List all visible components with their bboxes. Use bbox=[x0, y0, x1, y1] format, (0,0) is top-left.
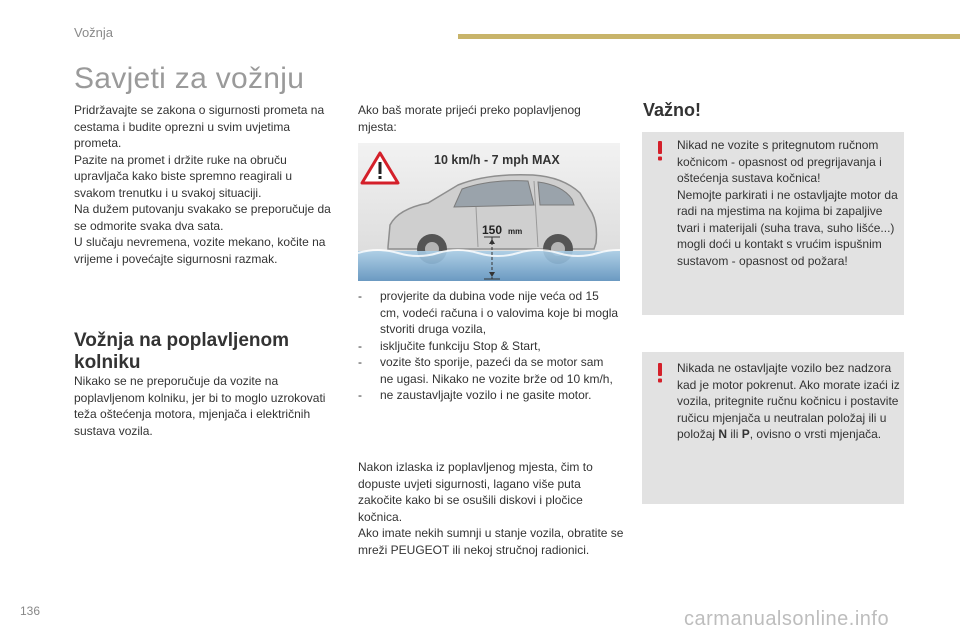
paragraph: Nemojte parkirati i ne ostavljajte motor da radi na mjestima na kojima bi zapaljive tvari i materijali (suha trava, suho lišće...) mogli doći u kontakt s vrućim ispušnim sustavom - opasnost od požara! bbox=[677, 187, 898, 268]
after-flood-text bbox=[358, 459, 628, 558]
gear-p-label: P bbox=[741, 427, 750, 441]
exclamation-icon bbox=[648, 140, 672, 162]
warning-box bbox=[642, 352, 904, 504]
important-title: Važno! bbox=[643, 100, 702, 120]
paragraph: Pridržavajte se zakona o sigurnosti prometa na cestama i budite oprezni u svim uvjetima prometa. bbox=[74, 103, 325, 150]
speed-limit-label: 10 km/h - 7 mph MAX bbox=[434, 153, 560, 167]
depth-unit: mm bbox=[508, 227, 523, 236]
list-item: - provjerite da dubina vode nije veća od 15 cm, vodeći računa i o valovima koje bi mogla stvoriti druga vozila, bbox=[358, 289, 619, 336]
section-label: Vožnja bbox=[74, 25, 114, 40]
warning-text: Nikada ne ostavljajte vozilo bez nadzora kad je motor pokrenut. Ako morate izaći iz vozila, pritegnite ručnu kočnicu i postavite ručicu mjenjača u neutralan položaj ili u položaj N ili P, ovisno o vrsti mjenjača. bbox=[677, 361, 900, 441]
flood-intro: Ako baš morate prijeći preko poplavljenog mjesta: bbox=[358, 103, 581, 134]
watermark: carmanualsonline.info bbox=[684, 608, 890, 630]
paragraph: U slučaju nevremena, vozite mekano, kočite na vrijeme i povećajte sigurnosni razmak. bbox=[74, 235, 326, 266]
gear-n-label: N bbox=[718, 427, 728, 441]
header-accent-bar bbox=[458, 34, 960, 39]
intro-text bbox=[74, 102, 336, 267]
paragraph: Pazite na promet i držite ruke na obruču upravljača kako biste spremno reagirali u svakom trenutku i u svakoj situaciji. bbox=[74, 152, 293, 200]
page-title: Savjeti za vožnju bbox=[74, 62, 305, 95]
exclamation-icon bbox=[648, 362, 672, 384]
paragraph: Nakon izlaska iz poplavljenog mjesta, čim to dopuste uvjeti sigurnosti, lagano više puta zakočite kako bi se osušili diskovi i pločice kočnica. bbox=[358, 460, 593, 524]
page-number: 136 bbox=[20, 604, 41, 618]
section-heading: Vožnja na poplavljenom kolniku bbox=[74, 330, 290, 373]
section-body: Nikako se ne preporučuje da vozite na poplavljenom kolniku, jer bi to moglo uzrokovati teža oštećenja motora, mjenjača i električnih sustava vozila. bbox=[74, 374, 326, 438]
flood-checklist bbox=[358, 288, 620, 404]
paragraph: Na dužem putovanju svakako se preporučuje da se odmorite svaka dva sata. bbox=[74, 202, 331, 233]
depth-value: 150 bbox=[482, 223, 503, 237]
warning-text bbox=[677, 137, 902, 269]
warning-box bbox=[642, 132, 904, 315]
paragraph: Nikad ne vozite s pritegnutom ručnom kočnicom - opasnost od pregrijavanja i oštećenja sustava kočnica! bbox=[677, 138, 882, 185]
paragraph: Ako imate nekih sumnji u stanje vozila, obratite se mreži PEUGEOT ili nekoj stručnoj radionici. bbox=[358, 526, 624, 557]
flooded-road-illustration bbox=[358, 143, 620, 281]
list-item: - ne zaustavljajte vozilo i ne gasite motor. bbox=[358, 388, 592, 402]
list-item: - isključite funkciju Stop & Start, bbox=[358, 338, 541, 353]
list-item: - vozite što sporije, pazeći da se motor sam ne ugasi. Nikako ne vozite brže od 10 km/h, bbox=[358, 355, 613, 386]
